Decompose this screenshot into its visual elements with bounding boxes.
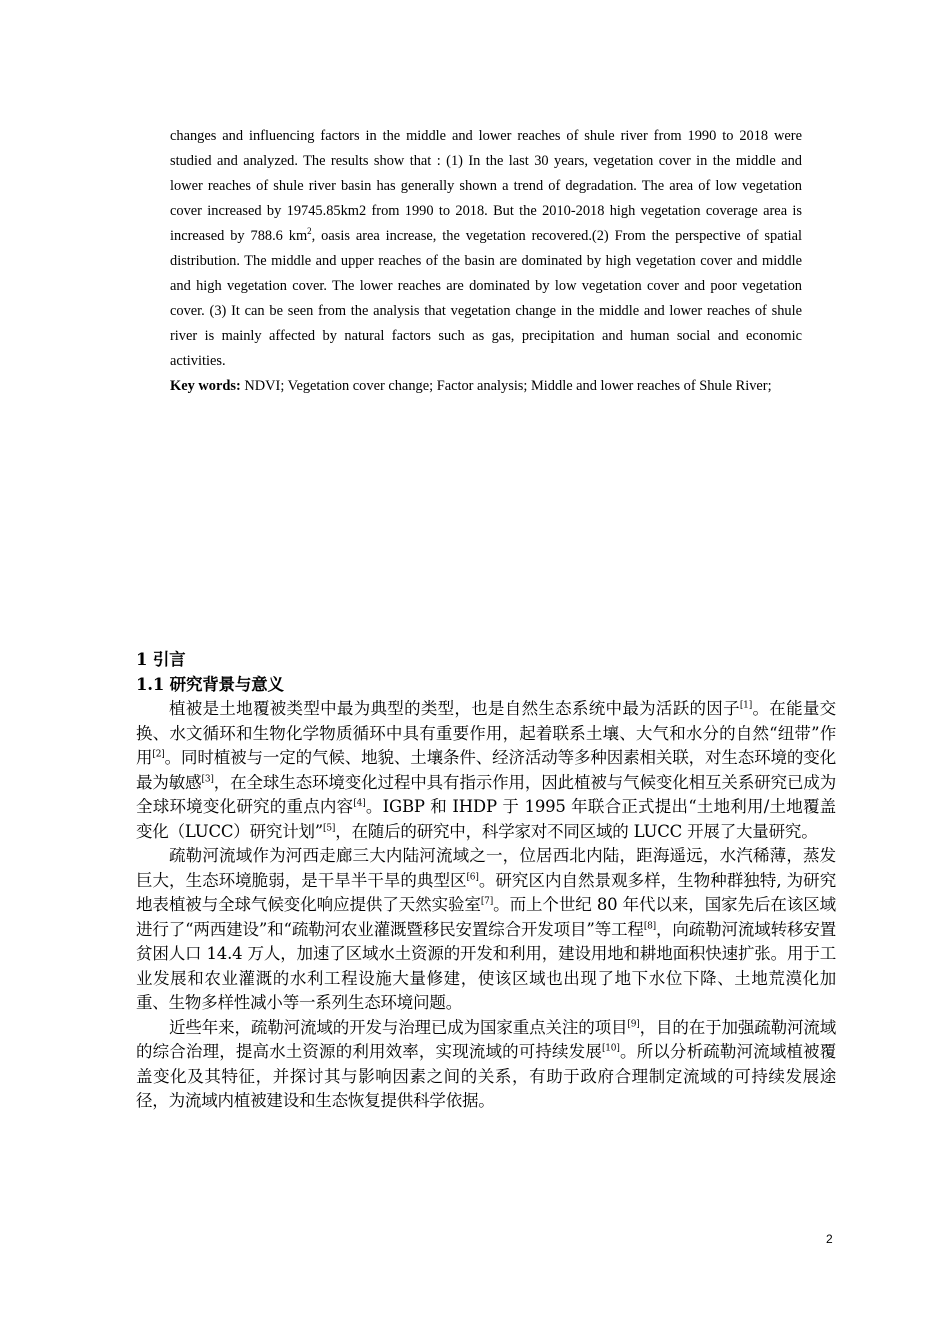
body-paragraph-3: 近些年来，疏勒河流域的开发与治理已成为国家重点关注的项目[9]，目的在于加强疏勒河流域的综合治理，提高水土资源的利用效率，实现流域的可持续发展[10]。所以分析疏勒河流域植被覆盖变化及其特征，并探讨其与影响因素之间的关系，有助于政府合理制定流域的可持续发展途径，为流域内植被建设和生态恢复提供科学依据。: [136, 1017, 836, 1110]
citation-5: [5]: [323, 823, 336, 833]
citation-9: [9]: [627, 1019, 640, 1029]
keywords-line: [170, 374, 802, 399]
abstract-block: [170, 124, 802, 399]
citation-6: [6]: [466, 872, 479, 882]
abstract-text-b: , oasis area increase, the vegetation recovered.(2) From the perspective of spatial distribution. The middle and upper reaches of the basin are dominated by high vegetation cover and middle and high vegetation cover. The lower reaches are dominated by low vegetation cover and poor vegetation cover. (3) It can be seen from the analysis that vegetation change in the middle and lower reaches of shule river is mainly affected by natural factors such as gas, precipitation and human social and economic activities.: [170, 228, 802, 369]
body-paragraph-2: 疏勒河流域作为河西走廊三大内陆河流域之一，位居西北内陆，距海遥远，水汽稀薄，蒸发巨大，生态环境脆弱，是干旱半干旱的典型区[6]。研究区内自然景观多样，生物种群独特, 为研究地表植被与全球气候变化响应提供了天然实验室[7]。而上个世纪 80 年代以来，国家先后在该区域进行了“两西建设”和“疏勒河农业灌溉暨移民安置综合开发项目”等工程[8]，向疏勒河流域转移安置贫困人口 14.4 万人，加速了区域水土资源的开发和利用，建设用地和耕地面积快速扩张。用于工业发展和农业灌溉的水利工程设施大量修建，使该区域也出现了地下水位下降、土地荒漠化加重、生物多样性减小等一系列生态环境问题。: [136, 846, 836, 1012]
citation-10: [10]: [601, 1043, 620, 1054]
citation-8: [8]: [643, 921, 656, 931]
citation-2: [2]: [152, 749, 165, 760]
abstract-paragraph: [170, 124, 802, 374]
section-1: [136, 648, 836, 1114]
page-number: 2: [826, 1232, 833, 1246]
citation-1: [1]: [739, 700, 753, 711]
abstract-text-a: changes and influencing factors in the middle and lower reaches of shule river from 1990 to 2018 were studied and analyzed. The results show that : (1) In the last 30 years, vegetation cover in the middle and lower reaches of shule river basin has generally shown a trend of degradation. The area of low vegetation cover increased by 19745.85km2 from 1990 to 2018. But the 2010-2018 high vegetation coverage area is increased by 788.6 km: [170, 128, 802, 244]
keywords-label: Key words:: [170, 378, 241, 394]
section-heading: 1 引言: [136, 650, 186, 669]
citation-3: [3]: [201, 774, 214, 784]
subsection-heading: 1.1 研究背景与意义: [136, 674, 284, 694]
citation-4: [4]: [353, 798, 366, 809]
superscript-2: 2: [307, 226, 312, 237]
body-paragraph-1: 植被是土地覆被类型中最为典型的类型，也是自然生态系统中最为活跃的因子[1]。在能量交换、水文循环和生物化学物质循环中具有重要作用，起着联系土壤、大气和水分的自然“纽带”作用[2]。同时植被与一定的气候、地貌、土壤条件、经济活动等多种因素相关联，对生态环境的变化最为敏感[3]，在全球生态环境变化过程中具有指示作用，因此植被与气候变化相互关系研究已成为全球环境变化研究的重点内容[4]。IGBP 和 IHDP 于 1995 年联合正式提出“土地利用/土地覆盖变化（LUCC）研究计划”[5]，在随后的研究中，科学家对不同区域的 LUCC 开展了大量研究。: [136, 699, 836, 841]
citation-7: [7]: [480, 896, 494, 907]
keywords-text: NDVI; Vegetation cover change; Factor analysis; Middle and lower reaches of Shule River;: [240, 378, 772, 394]
